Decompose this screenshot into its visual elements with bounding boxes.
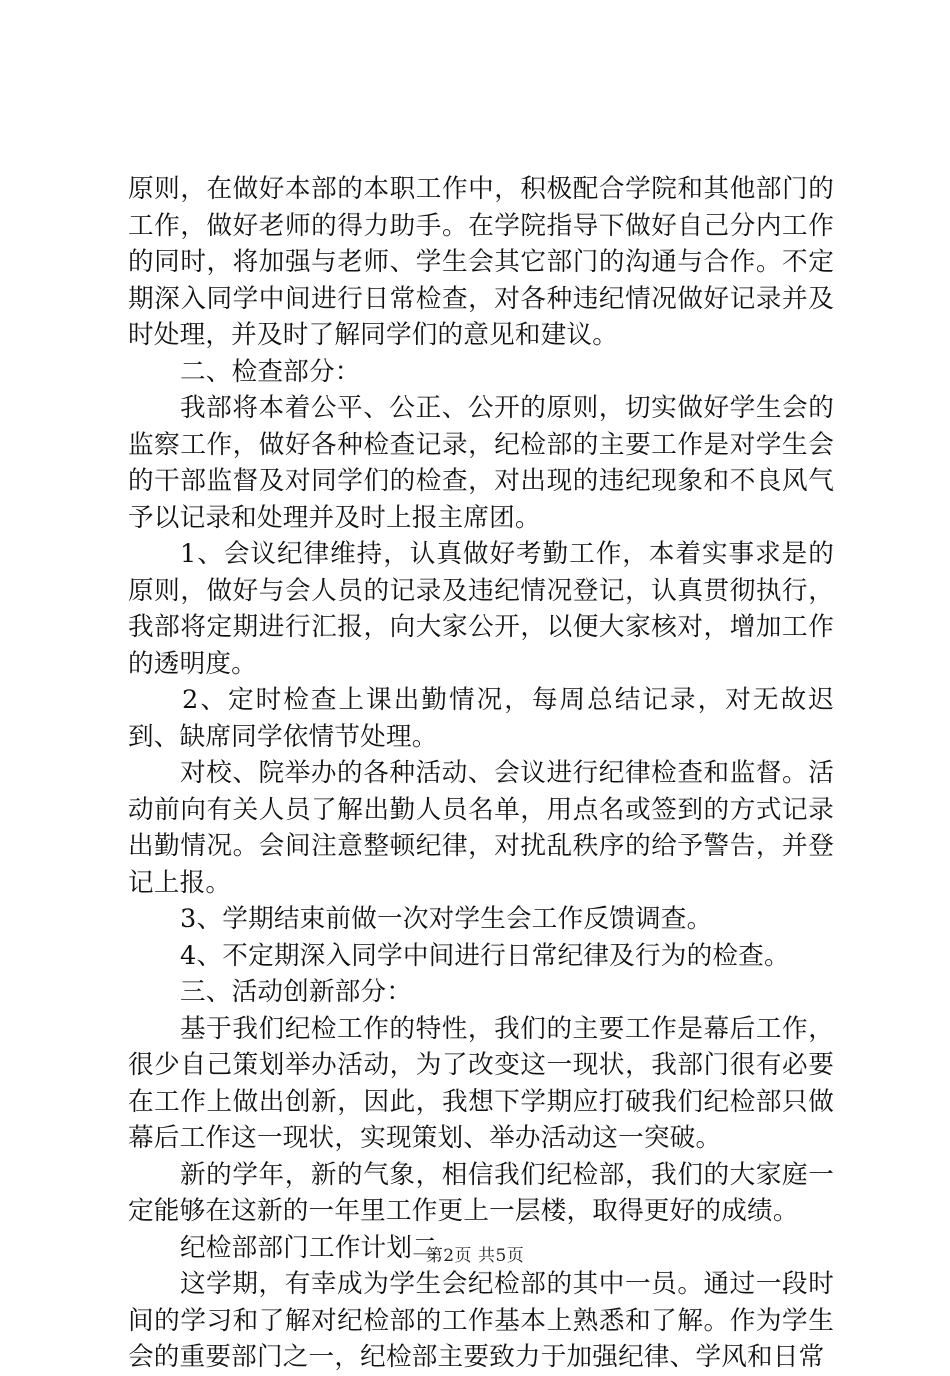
- paragraph-item-4: 4、不定期深入同学中间进行日常纪律及行为的检查。: [180, 940, 790, 971]
- section-title-plan-two: 纪检部部门工作计划二: [180, 1232, 438, 1263]
- section-heading-inspection: 二、检查部分：: [180, 356, 361, 387]
- paragraph-activity-supervision: 对校、院举办的各种活动、会议进行纪律检查和监督。活动前向有关人员了解出勤人员名单，用点名或签到的方式记录出勤情况。会间注意整顿纪律，对扰乱秩序的给予警告，并登记上报。: [128, 758, 834, 898]
- paragraph-item-3: 3、学期结束前做一次对学生会工作反馈调查。: [180, 904, 713, 934]
- document-body: [128, 171, 834, 1376]
- paragraph-item-1: 1、会议纪律维持，认真做好考勤工作，本着实事求是的原则，做好与会人员的记录及违纪情况登记，认真贯彻执行，我部将定期进行汇报，向大家公开，以便大家核对，增加工作的透明度。: [128, 539, 834, 679]
- paragraph-continuation: 原则，在做好本部的本职工作中，积极配合学院和其他部门的工作，做好老师的得力助手。在学院指导下做好自己分内工作的同时，将加强与老师、学生会其它部门的沟通与合作。不定期深入同学中间进行日常检查，对各种违纪情况做好记录并及时处理，并及时了解同学们的意见和建议。: [128, 174, 834, 350]
- paragraph-item-2: 2、定时检查上课出勤情况，每周总结记录，对无故迟到、缺席同学依情节处理。: [128, 685, 834, 752]
- paragraph-closing: 新的学年，新的气象，相信我们纪检部，我们的大家庭一定能够在这新的一年里工作更上一层楼，取得更好的成绩。: [128, 1159, 834, 1226]
- paragraph-innovation: 基于我们纪检工作的特性，我们的主要工作是幕后工作，很少自己策划举办活动，为了改变这一现状，我部门很有必要在工作上做出创新，因此，我想下学期应打破我们纪检部只做幕后工作这一现状，实现策划、举办活动这一突破。: [128, 1013, 834, 1153]
- section-heading-innovation: 三、活动创新部分：: [180, 977, 413, 1007]
- page-footer: 第2页 共5页: [425, 1246, 525, 1266]
- paragraph-plan-two-intro: 这学期，有幸成为学生会纪检部的其中一员。通过一段时间的学习和了解对纪检部的工作基本上熟悉和了解。作为学生会的重要部门之一，纪检部主要致力于加强纪律、学风和日常: [128, 1269, 834, 1372]
- paragraph-inspection-intro: 我部将本着公平、公正、公开的原则，切实做好学生会的监察工作，做好各种检查记录，纪检部的主要工作是对学生会的干部监督及对同学们的检查，对出现的违纪现象和不良风气予以记录和处理并及时上报主席团。: [128, 393, 834, 533]
